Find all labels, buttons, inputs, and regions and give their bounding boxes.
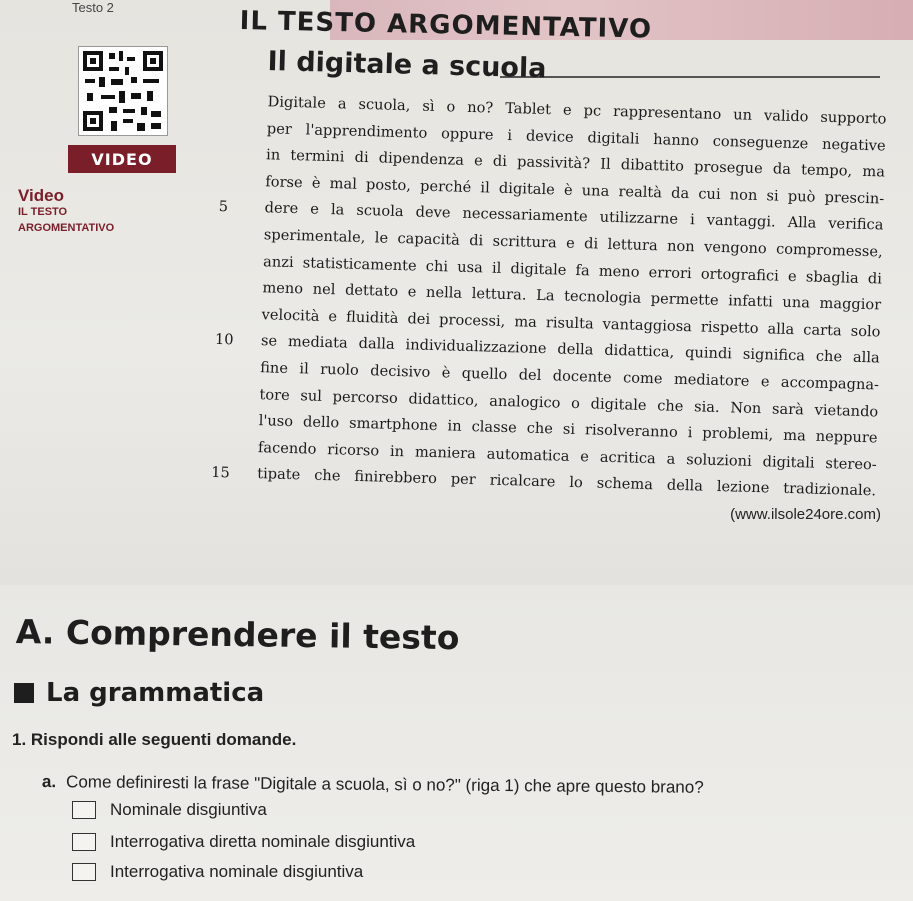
line-number <box>217 274 257 275</box>
side-label-video: Video <box>18 186 64 205</box>
line-text: l'uso dello smartphone in classe che si risolveranno i problemi, ma neppure <box>258 412 878 447</box>
page-title: IL TESTO ARGOMENTATIVO <box>239 6 653 45</box>
line-number <box>222 88 262 89</box>
line-text: tipate che finirebbero per ricalcare lo schema della lezione tradizionale. <box>257 465 877 500</box>
qr-code-icon[interactable] <box>78 46 168 136</box>
line-text: meno nel dettato e nella lettura. La tecnologia permette infatti una maggior <box>262 279 882 314</box>
line-text: forse è mal posto, perché il digitale è una realtà da cui non si può prescin- <box>265 173 885 208</box>
option-1[interactable] <box>72 800 267 820</box>
line-number <box>220 168 260 169</box>
option-1-label: Nominale disgiuntiva <box>110 800 267 819</box>
line-text: velocità e fluidità dei processi, ma risulta vantaggiosa rispetto alla carta solo <box>261 305 881 341</box>
line-number <box>218 248 258 249</box>
video-badge[interactable]: VIDEO <box>68 145 176 173</box>
grammar-title: La grammatica <box>46 678 265 708</box>
option-3[interactable] <box>72 862 363 882</box>
line-number <box>214 380 254 381</box>
article-body <box>211 88 887 505</box>
option-2-checkbox[interactable] <box>72 833 96 851</box>
line-text: facendo ricorso in maniera automatica e acritica a soluzioni digitali stereo- <box>257 438 877 474</box>
option-1-checkbox[interactable] <box>72 801 96 819</box>
line-text: se mediata dalla individualizzazione della didattica, quindi significa che alla <box>260 332 880 367</box>
option-3-checkbox[interactable] <box>72 863 96 881</box>
line-number <box>216 301 256 302</box>
article-title: Il digitale a scuola <box>267 46 547 85</box>
line-number <box>221 115 261 116</box>
line-number <box>218 221 258 222</box>
section-title: A. Comprendere il testo <box>15 612 460 658</box>
line-text: in termini di dipendenza e di passività? Il dibattito prosegue da tempo, ma <box>265 146 886 181</box>
line-text: per l'apprendimento oppure i device digitali hanno conseguenze negative <box>266 119 886 155</box>
article-source: (www.ilsole24ore.com) <box>730 506 881 523</box>
line-number <box>212 434 252 435</box>
line-text: tore sul percorso didattico, analogico o digitale che sia. Non sarà vietando <box>259 385 879 420</box>
corner-label: Testo 2 <box>72 0 114 15</box>
line-text: Digitale a scuola, sì o no? Tablet e pc rappresentano un valido supporto <box>267 93 887 128</box>
grammar-heading <box>14 678 264 708</box>
line-text: fine il ruolo decisivo è quello del docente come mediatore e accompagna- <box>259 359 880 394</box>
option-2[interactable] <box>72 832 415 852</box>
line-number <box>213 407 253 408</box>
question-1: 1. Rispondi alle seguenti domande. <box>12 730 297 749</box>
side-label-il-testo: IL TESTO <box>18 206 68 218</box>
option-3-label: Interrogativa nominale disgiuntiva <box>110 862 364 881</box>
line-text: dere e la scuola deve necessariamente utilizzarne i vantaggi. Alla verifica <box>264 199 884 234</box>
line-number <box>221 141 261 142</box>
line-text: anzi statisticamente chi usa il digitale fa meno errori ortografici e sbaglia di <box>262 252 883 288</box>
subquestion-text: Come definiresti la frase "Digitale a scuola, sì o no?" (riga 1) che apre questo brano? <box>66 772 704 797</box>
subquestion-letter: a. <box>41 772 57 792</box>
option-2-label: Interrogativa diretta nominale disgiuntiva <box>110 832 416 851</box>
line-number: 10 <box>214 331 234 349</box>
title-divider <box>500 76 880 78</box>
side-label-argomentativo: ARGOMENTATIVO <box>18 222 115 234</box>
square-bullet-icon <box>14 683 34 703</box>
line-number: 15 <box>211 464 231 482</box>
line-number: 5 <box>218 198 229 216</box>
line-text: sperimentale, le capacità di scrittura e di lettura non vengono compromesse, <box>263 226 883 261</box>
line-number <box>215 354 255 355</box>
